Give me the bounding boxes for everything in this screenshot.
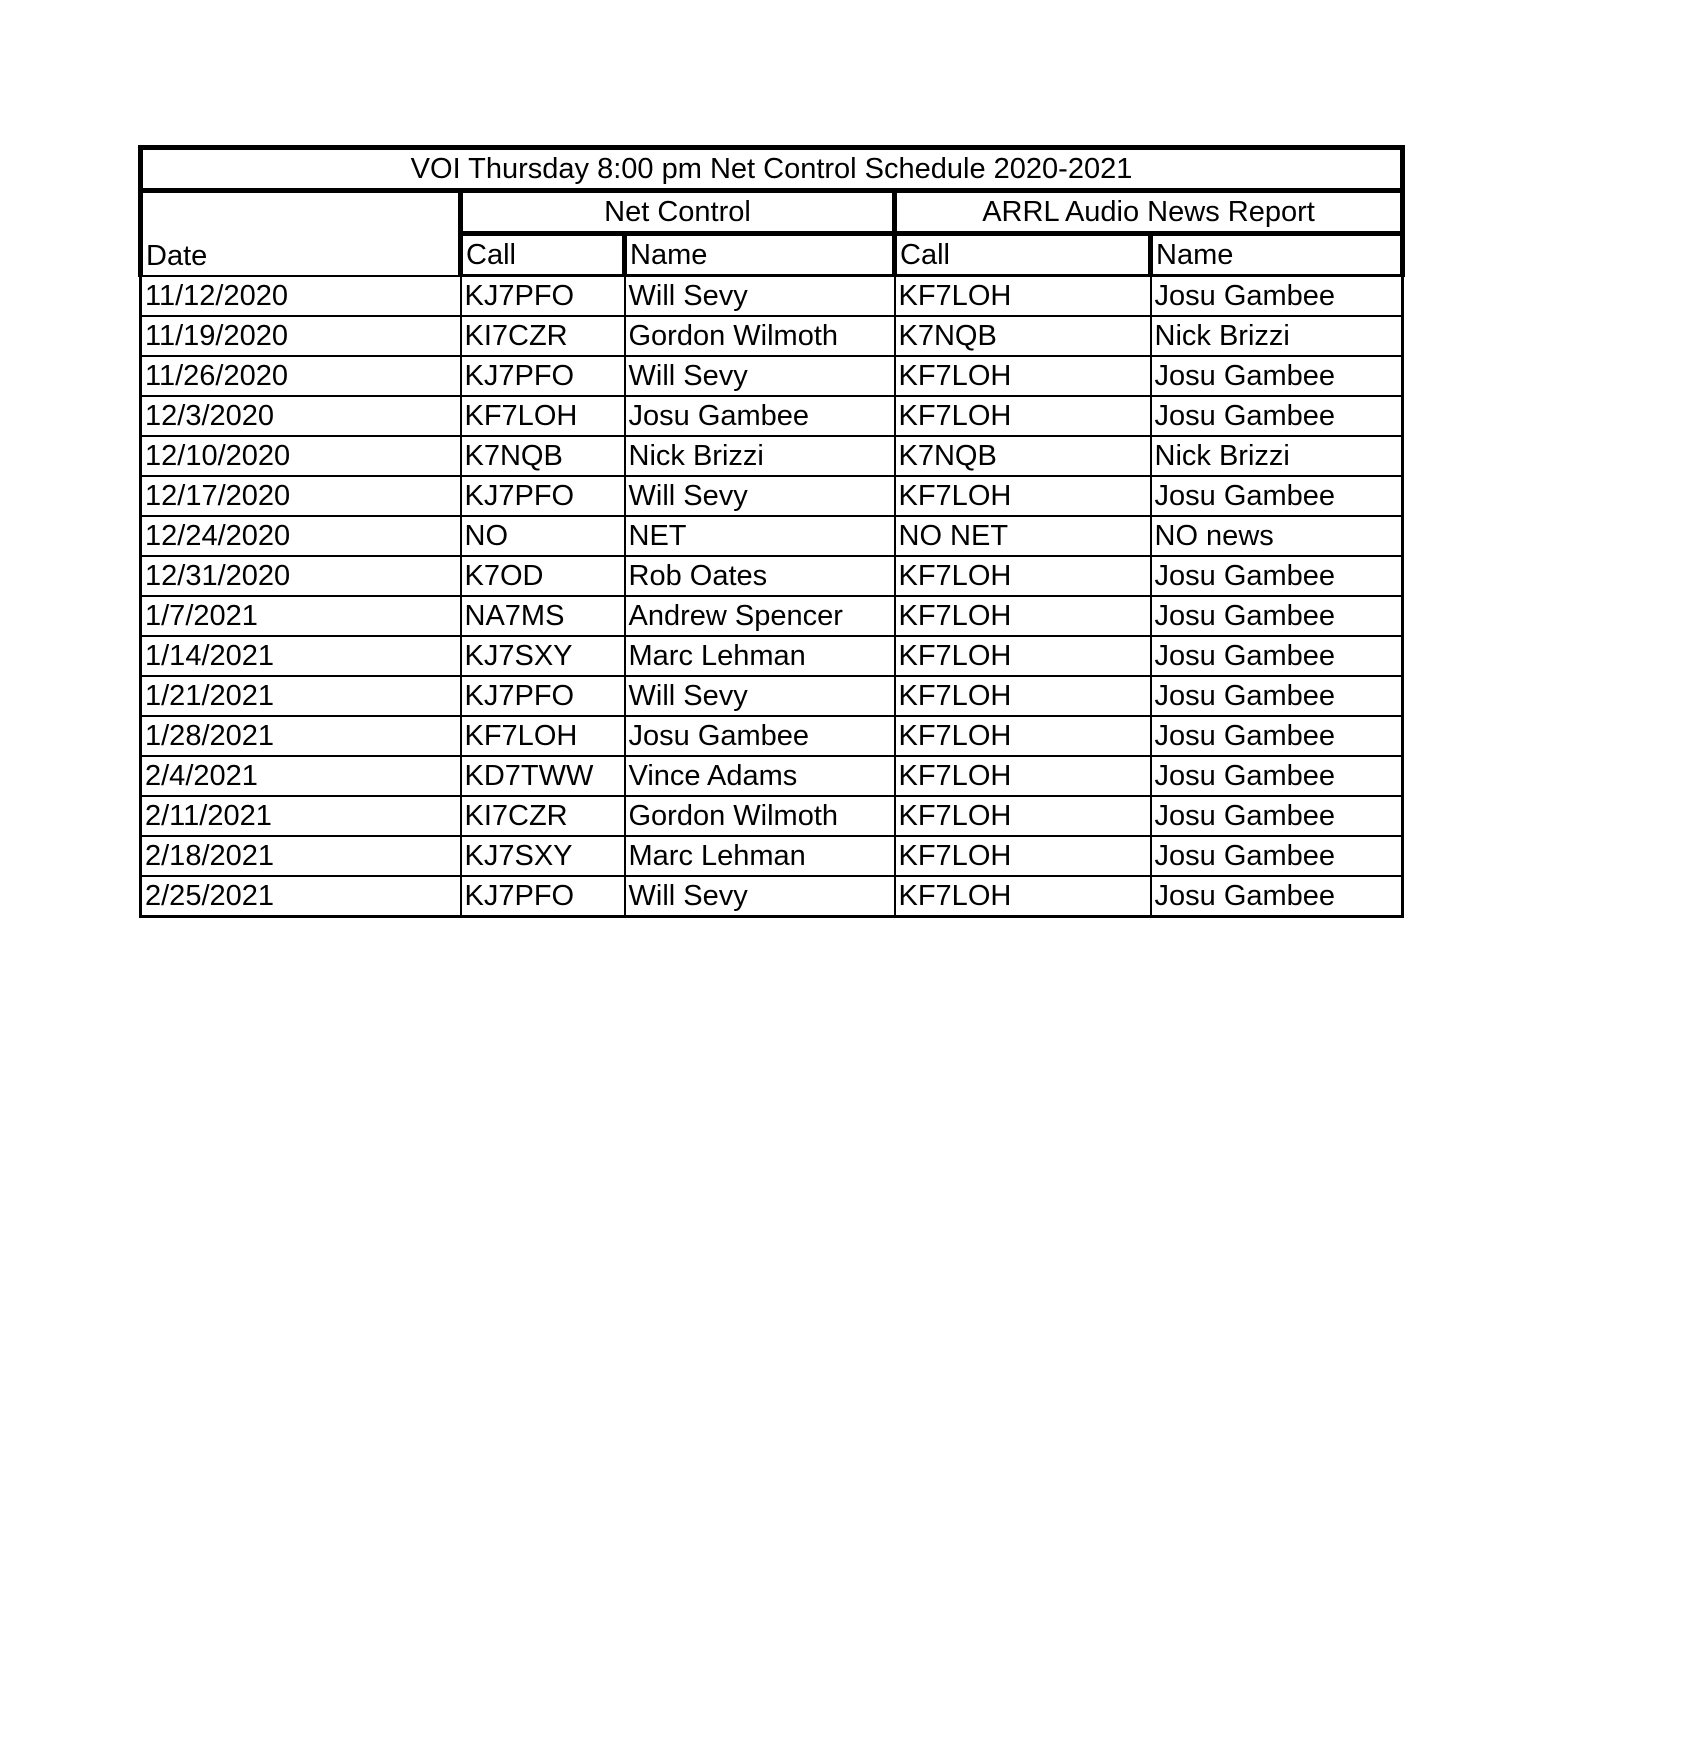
date-cell: 12/3/2020 [141,396,461,436]
arrl-name-cell: Josu Gambee [1151,756,1403,796]
table-row [141,356,1403,396]
date-cell: 2/18/2021 [141,836,461,876]
date-cell: 12/10/2020 [141,436,461,476]
date-cell: 1/21/2021 [141,676,461,716]
net-control-call-header: Call [461,234,625,276]
net-control-name-cell: Marc Lehman [625,836,895,876]
date-cell: 11/26/2020 [141,356,461,396]
net-control-name-cell: Will Sevy [625,276,895,317]
arrl-name-cell: Josu Gambee [1151,876,1403,917]
net-control-name-cell: Josu Gambee [625,396,895,436]
net-control-call-cell: KJ7PFO [461,876,625,917]
net-control-call-cell: KJ7SXY [461,836,625,876]
arrl-call-cell: KF7LOH [895,876,1151,917]
net-control-call-cell: KJ7PFO [461,676,625,716]
arrl-name-cell: Josu Gambee [1151,796,1403,836]
table-row [141,836,1403,876]
net-control-call-cell: K7NQB [461,436,625,476]
table-row [141,676,1403,716]
arrl-call-cell: KF7LOH [895,476,1151,516]
table-row [141,556,1403,596]
table-row [141,436,1403,476]
net-control-name-cell: Nick Brizzi [625,436,895,476]
net-control-name-cell: Will Sevy [625,356,895,396]
table-row [141,516,1403,556]
arrl-name-cell: Josu Gambee [1151,356,1403,396]
net-control-call-cell: KD7TWW [461,756,625,796]
arrl-call-cell: K7NQB [895,316,1151,356]
date-cell: 11/19/2020 [141,316,461,356]
arrl-call-cell: KF7LOH [895,356,1151,396]
arrl-call-cell: KF7LOH [895,396,1151,436]
net-control-call-cell: K7OD [461,556,625,596]
arrl-name-header: Name [1151,234,1403,276]
date-cell: 1/7/2021 [141,596,461,636]
net-control-call-cell: KJ7PFO [461,476,625,516]
net-control-name-cell: Rob Oates [625,556,895,596]
arrl-call-cell: KF7LOH [895,596,1151,636]
table-row [141,636,1403,676]
arrl-call-cell: KF7LOH [895,716,1151,756]
net-control-call-cell: KF7LOH [461,716,625,756]
table-row [141,876,1403,917]
schedule-table [138,145,1405,918]
arrl-call-cell: KF7LOH [895,676,1151,716]
arrl-name-cell: Josu Gambee [1151,556,1403,596]
date-cell: 12/17/2020 [141,476,461,516]
net-control-call-cell: NO [461,516,625,556]
date-cell: 12/24/2020 [141,516,461,556]
net-control-name-cell: Gordon Wilmoth [625,316,895,356]
net-control-call-cell: KI7CZR [461,796,625,836]
schedule-body [141,276,1403,917]
table-row [141,796,1403,836]
date-cell: 2/11/2021 [141,796,461,836]
arrl-name-cell: NO news [1151,516,1403,556]
arrl-call-cell: KF7LOH [895,796,1151,836]
table-row [141,316,1403,356]
date-cell: 1/28/2021 [141,716,461,756]
date-column-header: Date [141,191,461,276]
net-control-call-cell: NA7MS [461,596,625,636]
date-cell: 2/25/2021 [141,876,461,917]
arrl-call-cell: KF7LOH [895,636,1151,676]
net-control-name-cell: Will Sevy [625,676,895,716]
arrl-group-header: ARRL Audio News Report [895,191,1403,234]
net-control-name-cell: Josu Gambee [625,716,895,756]
group-header-row [141,191,1403,234]
arrl-name-cell: Josu Gambee [1151,636,1403,676]
arrl-name-cell: Josu Gambee [1151,676,1403,716]
net-control-name-cell: Will Sevy [625,476,895,516]
title-row [141,148,1403,191]
net-control-name-cell: Will Sevy [625,876,895,917]
table-row [141,596,1403,636]
table-row [141,476,1403,516]
table-row [141,716,1403,756]
arrl-call-cell: KF7LOH [895,276,1151,317]
date-cell: 11/12/2020 [141,276,461,317]
net-control-name-header: Name [625,234,895,276]
net-control-name-cell: Andrew Spencer [625,596,895,636]
net-control-call-cell: KI7CZR [461,316,625,356]
table-row [141,756,1403,796]
net-control-name-cell: Marc Lehman [625,636,895,676]
arrl-call-cell: NO NET [895,516,1151,556]
arrl-name-cell: Nick Brizzi [1151,436,1403,476]
schedule-sheet [138,145,1400,918]
date-cell: 12/31/2020 [141,556,461,596]
arrl-name-cell: Josu Gambee [1151,396,1403,436]
arrl-name-cell: Nick Brizzi [1151,316,1403,356]
arrl-name-cell: Josu Gambee [1151,276,1403,317]
net-control-group-header: Net Control [461,191,895,234]
arrl-name-cell: Josu Gambee [1151,596,1403,636]
arrl-call-cell: KF7LOH [895,756,1151,796]
table-row [141,396,1403,436]
net-control-name-cell: Gordon Wilmoth [625,796,895,836]
arrl-name-cell: Josu Gambee [1151,836,1403,876]
arrl-call-cell: KF7LOH [895,556,1151,596]
net-control-name-cell: NET [625,516,895,556]
table-title: VOI Thursday 8:00 pm Net Control Schedule 2020-2021 [141,148,1403,191]
net-control-name-cell: Vince Adams [625,756,895,796]
arrl-name-cell: Josu Gambee [1151,716,1403,756]
net-control-call-cell: KJ7SXY [461,636,625,676]
arrl-call-cell: KF7LOH [895,836,1151,876]
table-row [141,276,1403,317]
arrl-call-cell: K7NQB [895,436,1151,476]
net-control-call-cell: KF7LOH [461,396,625,436]
net-control-call-cell: KJ7PFO [461,276,625,317]
arrl-name-cell: Josu Gambee [1151,476,1403,516]
arrl-call-header: Call [895,234,1151,276]
date-cell: 2/4/2021 [141,756,461,796]
date-cell: 1/14/2021 [141,636,461,676]
net-control-call-cell: KJ7PFO [461,356,625,396]
